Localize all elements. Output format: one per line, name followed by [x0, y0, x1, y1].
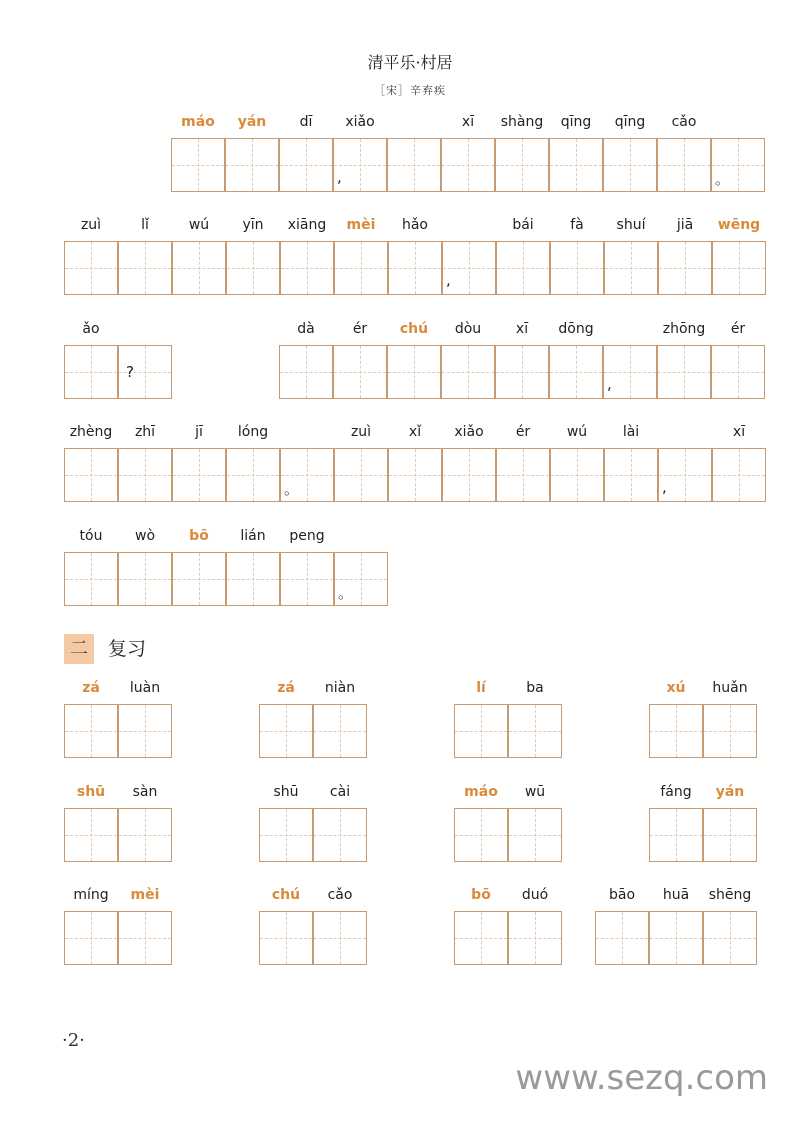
page-number: ·2·	[62, 1030, 85, 1051]
pinyin-label: cǎo	[327, 887, 353, 903]
writing-cell	[387, 138, 441, 192]
pinyin-label: yán	[237, 114, 267, 130]
writing-cell	[64, 345, 118, 399]
writing-cell	[496, 241, 550, 295]
pinyin-label: xiǎo	[454, 424, 484, 440]
pinyin-label: yīn	[242, 217, 264, 233]
pinyin-label: mèi	[346, 217, 376, 233]
review-cell	[649, 808, 703, 862]
writing-cell	[387, 345, 441, 399]
punctuation-mark: ,	[607, 375, 612, 393]
pinyin-label: bái	[512, 217, 534, 233]
review-cell	[64, 911, 118, 965]
writing-cell	[279, 138, 333, 192]
pinyin-label: peng	[289, 528, 325, 544]
pinyin-label: shū	[76, 784, 106, 800]
pinyin-label: zhèng	[69, 424, 113, 440]
writing-cell	[388, 448, 442, 502]
review-cell	[703, 808, 757, 862]
pinyin-label: ér	[730, 321, 746, 337]
review-cell	[313, 808, 367, 862]
pinyin-label: tóu	[79, 528, 103, 544]
pinyin-label: dī	[299, 114, 313, 130]
review-cell	[118, 704, 172, 758]
pinyin-label: shuí	[616, 217, 646, 233]
writing-cell	[280, 552, 334, 606]
section-number: 二	[64, 634, 94, 664]
pinyin-label: shàng	[500, 114, 544, 130]
writing-cell	[603, 138, 657, 192]
pinyin-label: mèi	[130, 887, 160, 903]
pinyin-label: fà	[570, 217, 584, 233]
writing-cell	[333, 345, 387, 399]
writing-cell	[712, 241, 766, 295]
pinyin-label: jiā	[676, 217, 694, 233]
poem-author: ［宋］辛弃疾	[374, 84, 446, 97]
watermark: www.sezq.com	[515, 1058, 768, 1098]
pinyin-label: ér	[515, 424, 531, 440]
writing-cell	[442, 448, 496, 502]
writing-cell	[495, 345, 549, 399]
review-cell	[508, 911, 562, 965]
punctuation-mark: 。	[715, 170, 731, 188]
writing-cell	[226, 241, 280, 295]
writing-cell	[657, 138, 711, 192]
review-cell	[64, 704, 118, 758]
writing-cell	[496, 448, 550, 502]
pinyin-label: xǐ	[408, 424, 422, 440]
punctuation-mark: ?	[126, 363, 134, 381]
writing-cell	[64, 552, 118, 606]
review-cell	[703, 704, 757, 758]
writing-cell	[172, 552, 226, 606]
writing-cell	[280, 241, 334, 295]
pinyin-label: qīng	[560, 114, 592, 130]
pinyin-label: cǎo	[671, 114, 697, 130]
pinyin-label: xiāng	[287, 217, 327, 233]
writing-cell	[334, 241, 388, 295]
pinyin-label: huā	[662, 887, 690, 903]
review-cell	[259, 704, 313, 758]
section-title: 复习	[108, 638, 147, 660]
pinyin-label: zá	[82, 680, 100, 696]
pinyin-label: chú	[271, 887, 301, 903]
pinyin-label: yán	[715, 784, 745, 800]
writing-cell	[64, 241, 118, 295]
pinyin-label: niàn	[324, 680, 356, 696]
writing-cell	[334, 448, 388, 502]
review-cell	[118, 808, 172, 862]
punctuation-mark: ,	[446, 271, 451, 289]
pinyin-label: ǎo	[82, 321, 100, 337]
review-cell	[454, 911, 508, 965]
pinyin-label: bō	[189, 528, 209, 544]
pinyin-label: zhōng	[662, 321, 706, 337]
pinyin-label: luàn	[129, 680, 161, 696]
writing-cell	[226, 552, 280, 606]
pinyin-label: xiǎo	[345, 114, 375, 130]
writing-cell	[226, 448, 280, 502]
writing-cell	[64, 448, 118, 502]
pinyin-label: dòu	[454, 321, 482, 337]
review-cell	[703, 911, 757, 965]
writing-cell	[171, 138, 225, 192]
review-cell	[313, 911, 367, 965]
punctuation-mark: 。	[338, 584, 354, 602]
writing-cell	[118, 241, 172, 295]
poem-title: 清平乐·村居	[367, 53, 453, 72]
pinyin-label: qīng	[614, 114, 646, 130]
review-cell	[508, 808, 562, 862]
pinyin-label: zuì	[350, 424, 372, 440]
pinyin-label: lí	[476, 680, 486, 696]
writing-cell	[118, 448, 172, 502]
writing-cell	[388, 241, 442, 295]
pinyin-label: máo	[181, 114, 215, 130]
review-cell	[454, 808, 508, 862]
writing-cell	[172, 241, 226, 295]
writing-cell	[118, 552, 172, 606]
pinyin-label: fáng	[660, 784, 692, 800]
pinyin-label: ér	[352, 321, 368, 337]
pinyin-label: wò	[134, 528, 156, 544]
pinyin-label: lài	[622, 424, 640, 440]
pinyin-label: zuì	[80, 217, 102, 233]
punctuation-mark: 。	[284, 480, 300, 498]
writing-cell	[550, 241, 604, 295]
writing-cell	[549, 138, 603, 192]
pinyin-label: duó	[521, 887, 549, 903]
writing-cell	[495, 138, 549, 192]
pinyin-label: xī	[515, 321, 529, 337]
writing-cell	[441, 138, 495, 192]
pinyin-label: xú	[666, 680, 686, 696]
review-cell	[508, 704, 562, 758]
pinyin-label: huǎn	[712, 680, 748, 696]
pinyin-label: xī	[732, 424, 746, 440]
review-cell	[454, 704, 508, 758]
writing-cell	[711, 345, 765, 399]
pinyin-label: sàn	[132, 784, 158, 800]
pinyin-label: wú	[566, 424, 588, 440]
pinyin-label: lóng	[237, 424, 269, 440]
review-cell	[649, 911, 703, 965]
review-cell	[118, 911, 172, 965]
review-cell	[649, 704, 703, 758]
pinyin-label: lǐ	[141, 217, 149, 233]
review-cell	[259, 808, 313, 862]
writing-cell	[657, 345, 711, 399]
writing-cell	[604, 448, 658, 502]
pinyin-label: hǎo	[401, 217, 429, 233]
pinyin-label: wū	[524, 784, 546, 800]
pinyin-label: xī	[461, 114, 475, 130]
writing-cell	[225, 138, 279, 192]
pinyin-label: wú	[188, 217, 210, 233]
pinyin-label: dōng	[558, 321, 594, 337]
writing-cell	[604, 241, 658, 295]
pinyin-label: dà	[297, 321, 315, 337]
pinyin-label: máo	[464, 784, 498, 800]
writing-cell	[549, 345, 603, 399]
writing-cell	[441, 345, 495, 399]
pinyin-label: wēng	[717, 217, 761, 233]
review-cell	[259, 911, 313, 965]
pinyin-label: lián	[240, 528, 266, 544]
pinyin-label: cài	[329, 784, 351, 800]
pinyin-label: chú	[399, 321, 429, 337]
punctuation-mark: ,	[337, 168, 342, 186]
pinyin-label: bō	[471, 887, 491, 903]
pinyin-label: shēng	[708, 887, 752, 903]
writing-cell	[658, 241, 712, 295]
pinyin-label: míng	[73, 887, 109, 903]
punctuation-mark: ,	[662, 478, 667, 496]
writing-cell	[172, 448, 226, 502]
pinyin-label: shū	[273, 784, 299, 800]
review-cell	[313, 704, 367, 758]
writing-cell	[712, 448, 766, 502]
pinyin-label: zhī	[134, 424, 156, 440]
pinyin-label: jī	[195, 424, 203, 440]
review-cell	[595, 911, 649, 965]
pinyin-label: zá	[277, 680, 295, 696]
pinyin-label: bāo	[608, 887, 636, 903]
review-cell	[64, 808, 118, 862]
writing-cell	[550, 448, 604, 502]
pinyin-label: ba	[526, 680, 544, 696]
writing-cell	[279, 345, 333, 399]
